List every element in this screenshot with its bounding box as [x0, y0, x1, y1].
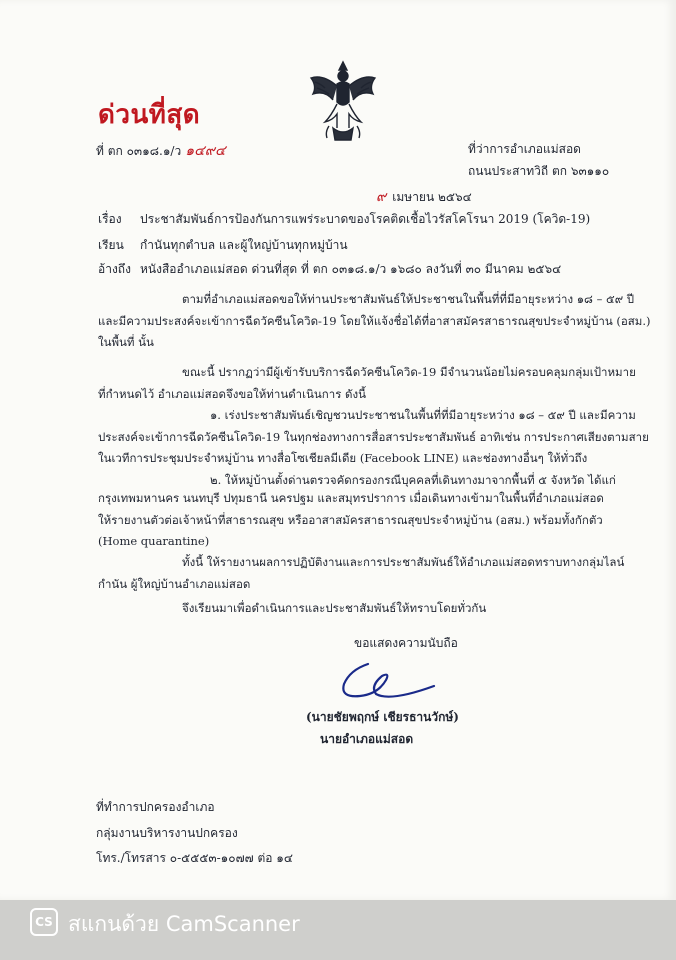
paragraph-line: กรุงเทพมหานคร นนทบุรี ปทุมธานี นครปฐม และสมุทรปราการ เมื่อเดินทางเข้ามาในพื้นที่อำเภอแม่สอด — [98, 491, 604, 505]
recipient-text: กำนันทุกตำบล และผู้ใหญ่บ้านทุกหมู่บ้าน — [140, 238, 348, 252]
paragraph-line: และมีความประสงค์จะเข้าการฉีดวัคซีนโควิด-19 โดยให้แจ้งชื่อได้ที่อาสาสมัครสาธารณสุขประจำหมู่บ้าน (อสม.) — [98, 313, 651, 328]
paragraph-5 — [98, 598, 618, 620]
paragraph-3 — [98, 488, 618, 553]
office-name: ที่ว่าการอำเภอแม่สอด — [468, 142, 581, 156]
closing-phrase: ขอแสดงความนับถือ — [354, 636, 458, 650]
paragraph-line: จึงเรียนมาเพื่อดำเนินการและประชาสัมพันธ์ให้ทราบโดยทั่วกัน — [182, 601, 487, 615]
paragraph-line: ๒. ให้หมู่บ้านตั้งด่านตรวจคัดกรองกรณีบุคคลที่เดินทางมาจากพื้นที่ ๕ จังหวัด ได้แก่ — [210, 472, 616, 487]
garuda-emblem-icon — [303, 56, 383, 142]
paragraph-2 — [98, 362, 649, 491]
handwritten-signature-icon — [330, 656, 440, 708]
paragraph-line: ที่กำหนดไว้ อำเภอแม่สอดจึงขอให้ท่านดำเนินการ ดังนี้ — [98, 386, 366, 401]
footer-department: กลุ่มงานบริหารงานปกครอง — [96, 826, 238, 840]
office-address: ถนนประสาทวิถี ตก ๖๓๑๑๐ — [468, 164, 610, 178]
paragraph-line: ในเวทีการประชุมประจำหมู่บ้าน ทางสื่อโซเชียลมีเดีย (Facebook LINE) และช่องทางอื่นๆ ให้ทั่วถึง — [98, 451, 588, 465]
paragraph-line: ๑. เร่งประชาสัมพันธ์เชิญชวนประชาชนในพื้นที่ที่มีอายุระหว่าง ๑๘ – ๕๙ ปี และมีความ — [210, 408, 636, 422]
camscanner-watermark: สแกนด้วย CamScanner — [68, 912, 300, 936]
date-month-year: เมษายน ๒๕๖๔ — [392, 190, 472, 204]
subject-label: เรื่อง — [98, 212, 122, 226]
signatory-position: นายอำเภอแม่สอด — [320, 732, 414, 746]
paragraph-line: ประสงค์จะเข้าการฉีดวัคซีนโควิด-19 ในทุกช่องทางการสื่อสารประชาสัมพันธ์ อาทิเช่น การประกาศเสียงตามสาย — [98, 429, 649, 444]
document-date — [376, 186, 472, 208]
recipient-row — [98, 236, 348, 255]
date-day-handwritten: ๙ — [376, 189, 387, 205]
urgency-stamp: ด่วนที่สุด — [98, 100, 201, 130]
paragraph-line: ขณะนี้ ปรากฏว่ามีผู้เข้ารับบริการฉีดวัคซีนโควิด-19 มีจำนวนน้อยไม่ครอบคลุมกลุ่มเป้าหมาย — [182, 365, 636, 379]
paragraph-line: ตามที่อำเภอแม่สอดขอให้ท่านประชาสัมพันธ์ให้ประชาชนในพื้นที่ที่มีอายุระหว่าง ๑๘ – ๕๙ ปี — [182, 292, 635, 306]
footer-office: ที่ทำการปกครองอำเภอ — [96, 800, 215, 814]
reference-text: หนังสืออำเภอแม่สอด ด่วนที่สุด ที่ ตก ๐๓๑๘.๑/ว ๑๖๘๐ ลงวันที่ ๓๐ มีนาคม ๒๕๖๔ — [140, 262, 562, 276]
subject-row — [98, 210, 590, 229]
paragraph-line: ให้รายงานตัวต่อเจ้าหน้าที่สาธารณสุข หรืออาสาสมัครสาธารณสุขประจำหมู่บ้าน (อสม.) พร้อมทั้งกักตัว — [98, 512, 603, 527]
camscanner-logo-icon: CS — [30, 908, 58, 936]
paragraph-line: (Home quarantine) — [98, 534, 210, 548]
document-number-prefix: ที่ ตก ๐๓๑๘.๑/ว — [96, 144, 182, 158]
paragraph-line: ทั้งนี้ ให้รายงานผลการปฏิบัติงานและการประชาสัมพันธ์ให้อำเภอแม่สอดทราบทางกลุ่มไลน์ — [182, 555, 625, 569]
reference-label: อ้างถึง — [98, 262, 131, 276]
document-number — [96, 140, 226, 162]
reference-row — [98, 260, 561, 279]
recipient-label: เรียน — [98, 238, 124, 252]
signatory-name: (นายชัยพฤกษ์ เชียรธานวักษ์) — [306, 710, 459, 724]
paragraph-4 — [98, 552, 625, 595]
document-number-handwritten: ๑๔๙๔ — [185, 143, 226, 159]
paragraph-line: ในพื้นที่ นั้น — [98, 335, 154, 349]
subject-text: ประชาสัมพันธ์การป้องกันการแพร่ระบาดของโรคติดเชื้อไวรัสโคโรนา 2019 (โควิด-19) — [140, 212, 591, 226]
paragraph-1 — [98, 289, 651, 354]
paragraph-line: กำนัน ผู้ใหญ่บ้านอำเภอแม่สอด — [98, 576, 251, 591]
footer-phone: โทร./โทรสาร ๐-๕๕๕๓-๑๐๗๗ ต่อ ๑๔ — [96, 851, 293, 865]
